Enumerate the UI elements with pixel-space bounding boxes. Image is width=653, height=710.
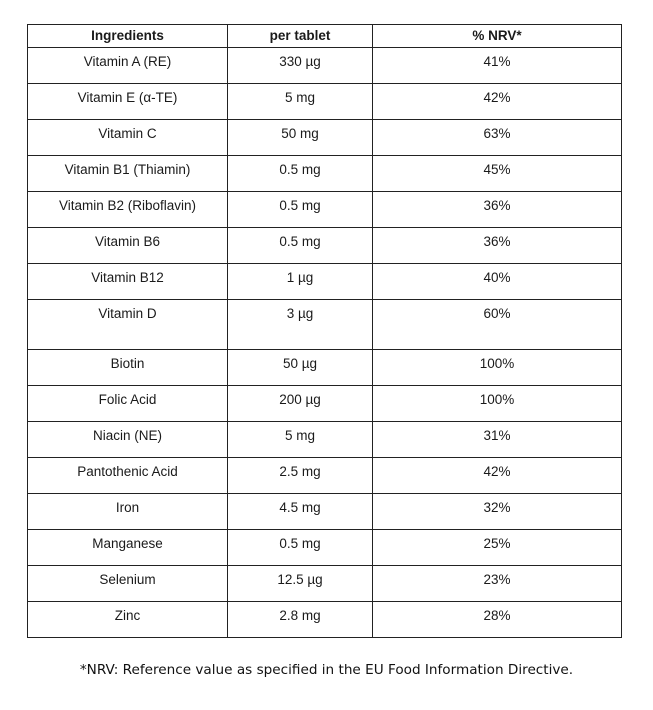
ingredient-cell: Vitamin E (α-TE) [28,84,228,120]
per-tablet-cell: 330 µg [228,48,373,84]
ingredient-cell: Vitamin D [28,300,228,350]
nrv-cell: 36% [373,192,622,228]
ingredient-cell: Vitamin B6 [28,228,228,264]
ingredient-cell: Folic Acid [28,386,228,422]
ingredient-cell: Niacin (NE) [28,422,228,458]
table-row [28,192,622,228]
per-tablet-cell: 5 mg [228,84,373,120]
nrv-cell: 42% [373,458,622,494]
per-tablet-cell: 0.5 mg [228,228,373,264]
table-row [28,228,622,264]
table-row [28,602,622,638]
ingredient-cell: Vitamin C [28,120,228,156]
table-row [28,350,622,386]
header-nrv: % NRV* [373,25,622,48]
per-tablet-cell: 50 µg [228,350,373,386]
per-tablet-cell: 0.5 mg [228,156,373,192]
per-tablet-cell: 5 mg [228,422,373,458]
nrv-cell: 31% [373,422,622,458]
table-row [28,120,622,156]
table-header-row [28,25,622,48]
ingredient-cell: Iron [28,494,228,530]
header-ingredients: Ingredients [28,25,228,48]
table-row [28,566,622,602]
per-tablet-cell: 50 mg [228,120,373,156]
nrv-cell: 42% [373,84,622,120]
nrv-cell: 60% [373,300,622,350]
nrv-cell: 100% [373,350,622,386]
table-row [28,84,622,120]
nrv-cell: 36% [373,228,622,264]
ingredient-cell: Vitamin B1 (Thiamin) [28,156,228,192]
nrv-cell: 25% [373,530,622,566]
table-row [28,530,622,566]
nrv-cell: 28% [373,602,622,638]
per-tablet-cell: 2.8 mg [228,602,373,638]
per-tablet-cell: 4.5 mg [228,494,373,530]
nrv-cell: 23% [373,566,622,602]
per-tablet-cell: 200 µg [228,386,373,422]
header-per-tablet: per tablet [228,25,373,48]
nrv-cell: 63% [373,120,622,156]
ingredient-cell: Zinc [28,602,228,638]
ingredient-cell: Selenium [28,566,228,602]
nutrition-table [27,24,622,638]
table-row [28,48,622,84]
nrv-footnote: *NRV: Reference value as specified in the EU Food Information Directive. [79,662,574,678]
nrv-cell: 41% [373,48,622,84]
table-row [28,422,622,458]
per-tablet-cell: 1 µg [228,264,373,300]
ingredient-cell: Vitamin B12 [28,264,228,300]
ingredient-cell: Pantothenic Acid [28,458,228,494]
table-row [28,494,622,530]
ingredient-cell: Vitamin B2 (Riboflavin) [28,192,228,228]
nrv-cell: 32% [373,494,622,530]
per-tablet-cell: 2.5 mg [228,458,373,494]
per-tablet-cell: 0.5 mg [228,192,373,228]
per-tablet-cell: 0.5 mg [228,530,373,566]
nrv-cell: 100% [373,386,622,422]
ingredient-cell: Biotin [28,350,228,386]
table-row [28,156,622,192]
per-tablet-cell: 3 µg [228,300,373,350]
per-tablet-cell: 12.5 µg [228,566,373,602]
nrv-cell: 40% [373,264,622,300]
ingredient-cell: Vitamin A (RE) [28,48,228,84]
table-row [28,458,622,494]
nrv-cell: 45% [373,156,622,192]
table-row [28,300,622,350]
table-row [28,386,622,422]
table-row [28,264,622,300]
ingredient-cell: Manganese [28,530,228,566]
